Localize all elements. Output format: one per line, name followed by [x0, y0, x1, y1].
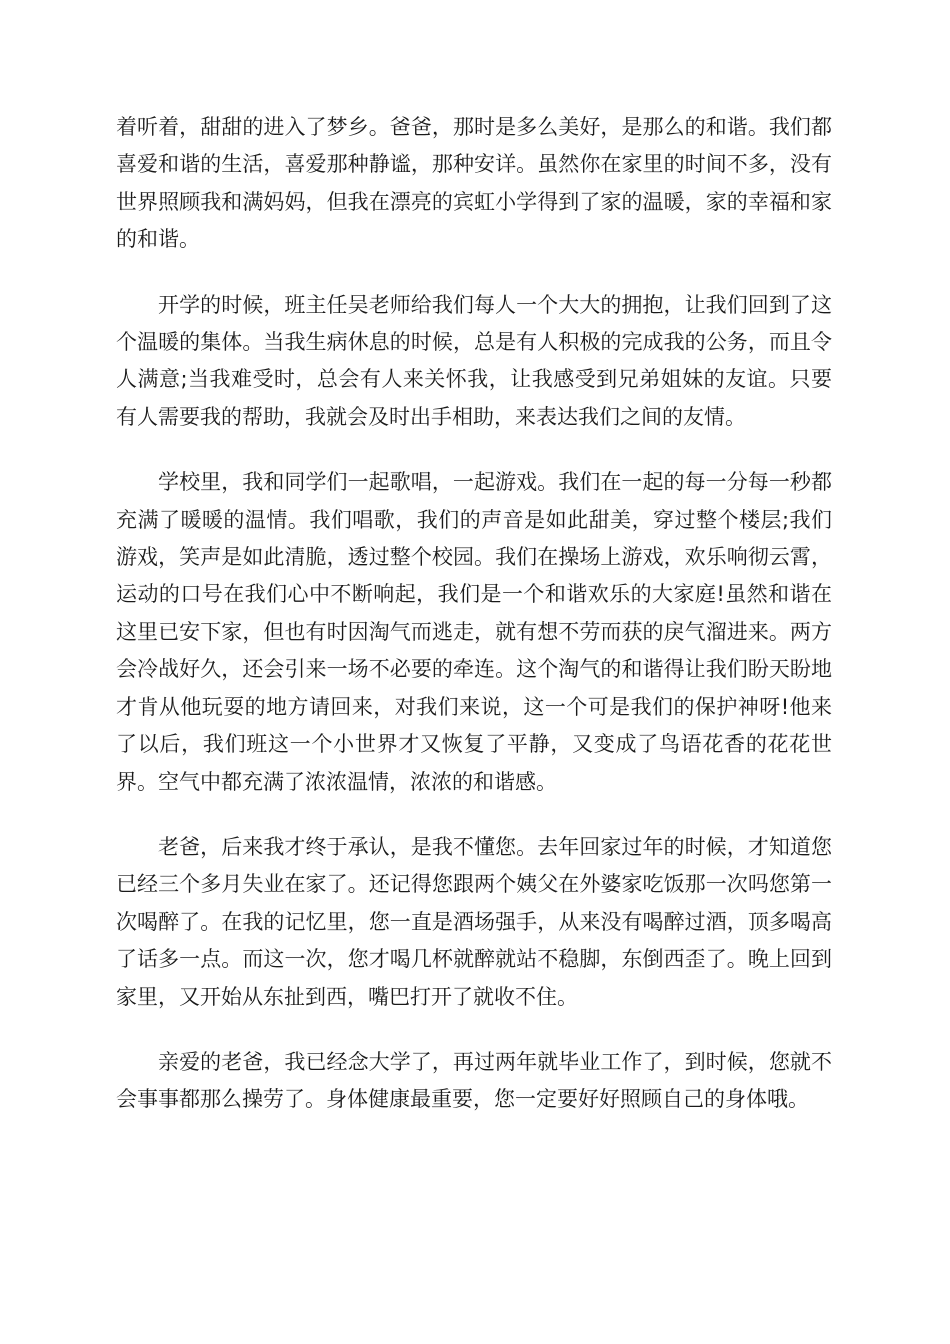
paragraph-4: 老爸，后来我才终于承认，是我不懂您。去年回家过年的时候，才知道您已经三个多月失业在家了。还记得您跟两个姨父在外婆家吃饭那一次吗您第一次喝醉了。在我的记忆里，您一直是酒场强手，从来没有喝醉过酒，顶多喝高了话多一点。而这一次，您才喝几杯就醉就站不稳脚，东倒西歪了。晚上回到家里，又开始从东扯到西，嘴巴打开了就收不住。: [116, 834, 832, 1009]
document-body: [116, 109, 832, 1147]
paragraph-3: 学校里，我和同学们一起歌唱，一起游戏。我们在一起的每一分每一秒都充满了暖暖的温情。我们唱歌，我们的声音是如此甜美，穿过整个楼层;我们游戏，笑声是如此清脆，透过整个校园。我们在操场上游戏，欢乐响彻云霄，运动的口号在我们心中不断响起，我们是一个和谐欢乐的大家庭!虽然和谐在这里已安下家，但也有时因淘气而逃走，就有想不劳而获的戾气溜进来。两方会冷战好久，还会引来一场不必要的牵连。这个淘气的和谐得让我们盼天盼地才肯从他玩耍的地方请回来，对我们来说，这一个可是我们的保护神呀!他来了以后，我们班这一个小世界才又恢复了平静，又变成了鸟语花香的花花世界。空气中都充满了浓浓温情，浓浓的和谐感。: [116, 470, 832, 794]
paragraph-5: 亲爱的老爸，我已经念大学了，再过两年就毕业工作了，到时候，您就不会事事都那么操劳了。身体健康最重要，您一定要好好照顾自己的身体哦。: [116, 1049, 832, 1112]
paragraph-2: 开学的时候，班主任吴老师给我们每人一个大大的拥抱，让我们回到了这个温暖的集体。当我生病休息的时候，总是有人积极的完成我的公务，而且令人满意;当我难受时，总会有人来关怀我，让我感受到兄弟姐妹的友谊。只要有人需要我的帮助，我就会及时出手相助，来表达我们之间的友情。: [116, 292, 832, 429]
paragraph-1: 着听着，甜甜的进入了梦乡。爸爸，那时是多么美好，是那么的和谐。我们都喜爱和谐的生活，喜爱那种静谧，那种安详。虽然你在家里的时间不多，没有世界照顾我和满妈妈，但我在漂亮的宾虹小学得到了家的温暖，家的幸福和家的和谐。: [116, 115, 832, 252]
